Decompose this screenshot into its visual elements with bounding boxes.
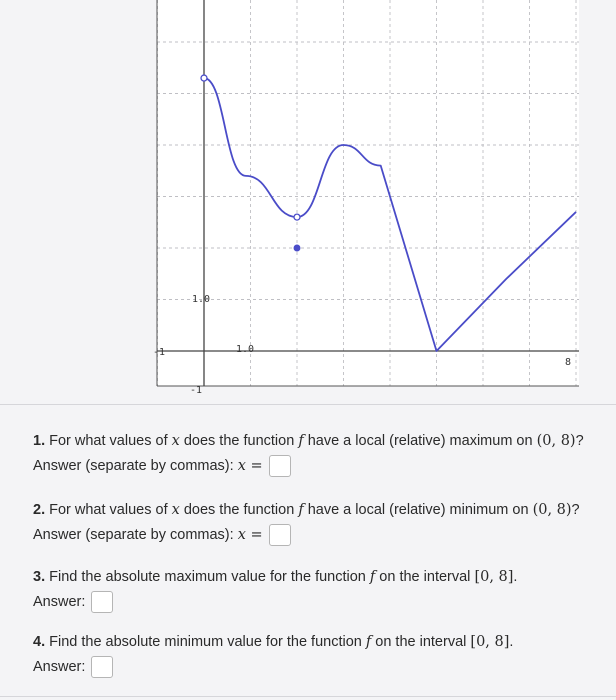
question-4-func: f	[365, 634, 372, 650]
question-2-var: x	[171, 502, 180, 518]
question-4-text-c: on the interval	[371, 634, 471, 650]
question-1-var: x	[171, 433, 180, 449]
question-2-func: f	[298, 502, 304, 518]
question-1-text-c: have a local (relative) maximum on	[303, 433, 537, 449]
question-2-interval: (0, 8)	[532, 502, 572, 518]
question-2-answer-input[interactable]	[269, 524, 291, 546]
question-1-interval: (0, 8)	[536, 433, 576, 449]
question-3-answer-input[interactable]	[91, 591, 113, 613]
question-3-text	[33, 567, 517, 587]
question-3-answer-label: Answer:	[33, 593, 86, 610]
divider-top	[0, 404, 616, 405]
y-tick-label-1: 1.0	[192, 294, 211, 305]
question-4-answer-row	[33, 656, 513, 678]
question-1-text-b: does the function	[179, 433, 299, 449]
question-2-text-c: have a local (relative) minimum on	[303, 502, 533, 518]
question-2-answer-label: Answer (separate by commas):	[33, 526, 238, 543]
question-1-answer-label: Answer (separate by commas):	[33, 457, 238, 474]
question-3-text-d: .	[513, 569, 518, 585]
question-4-text	[33, 632, 513, 652]
question-3-interval: [0, 8]	[474, 569, 514, 585]
open-point-marker	[294, 214, 300, 220]
question-2-text-b: does the function	[179, 502, 299, 518]
question-2-text-d: ?	[571, 502, 580, 518]
question-2-text-a: For what values of	[45, 502, 172, 518]
open-point-marker	[201, 75, 207, 81]
question-4-interval: [0, 8]	[470, 634, 510, 650]
question-3-text-c: on the interval	[375, 569, 475, 585]
question-4-answer-input[interactable]	[91, 656, 113, 678]
question-3-text-a: Find the absolute maximum value for the function	[45, 569, 370, 585]
x-tick-label-neg1: -1	[153, 347, 166, 358]
plot-area	[157, 0, 579, 386]
question-2-answer-eq: =	[245, 526, 268, 543]
question-1-number: 1.	[33, 433, 46, 449]
question-4-text-d: .	[509, 634, 514, 650]
y-tick-label-neg1: -1	[190, 385, 203, 396]
question-2-answer-row	[33, 524, 580, 546]
question-1-text-a: For what values of	[45, 433, 172, 449]
question-3-func: f	[369, 569, 376, 585]
question-1-answer-var: x	[237, 457, 246, 474]
question-4-number: 4.	[33, 634, 46, 650]
question-2-answer-var: x	[237, 526, 246, 543]
question-1-text	[33, 431, 584, 451]
x-tick-label-8: 8	[565, 357, 572, 368]
question-3-number: 3.	[33, 569, 46, 585]
question-1-answer-input[interactable]	[269, 455, 291, 477]
question-1-answer-eq: =	[245, 457, 268, 474]
divider-bottom	[0, 696, 616, 697]
question-4-answer-label: Answer:	[33, 658, 86, 675]
filled-point-marker	[294, 245, 300, 251]
question-1-text-d: ?	[575, 433, 584, 449]
question-1-answer-row	[33, 455, 584, 477]
x-tick-label-1: 1.0	[236, 344, 255, 355]
question-1	[33, 431, 584, 477]
question-2-text	[33, 500, 580, 520]
question-4	[33, 632, 513, 678]
question-3-answer-row	[33, 591, 517, 613]
question-2	[33, 500, 580, 546]
question-2-number: 2.	[33, 502, 46, 518]
question-1-func: f	[298, 433, 304, 449]
question-4-text-a: Find the absolute minimum value for the function	[45, 634, 366, 650]
question-3	[33, 567, 517, 613]
